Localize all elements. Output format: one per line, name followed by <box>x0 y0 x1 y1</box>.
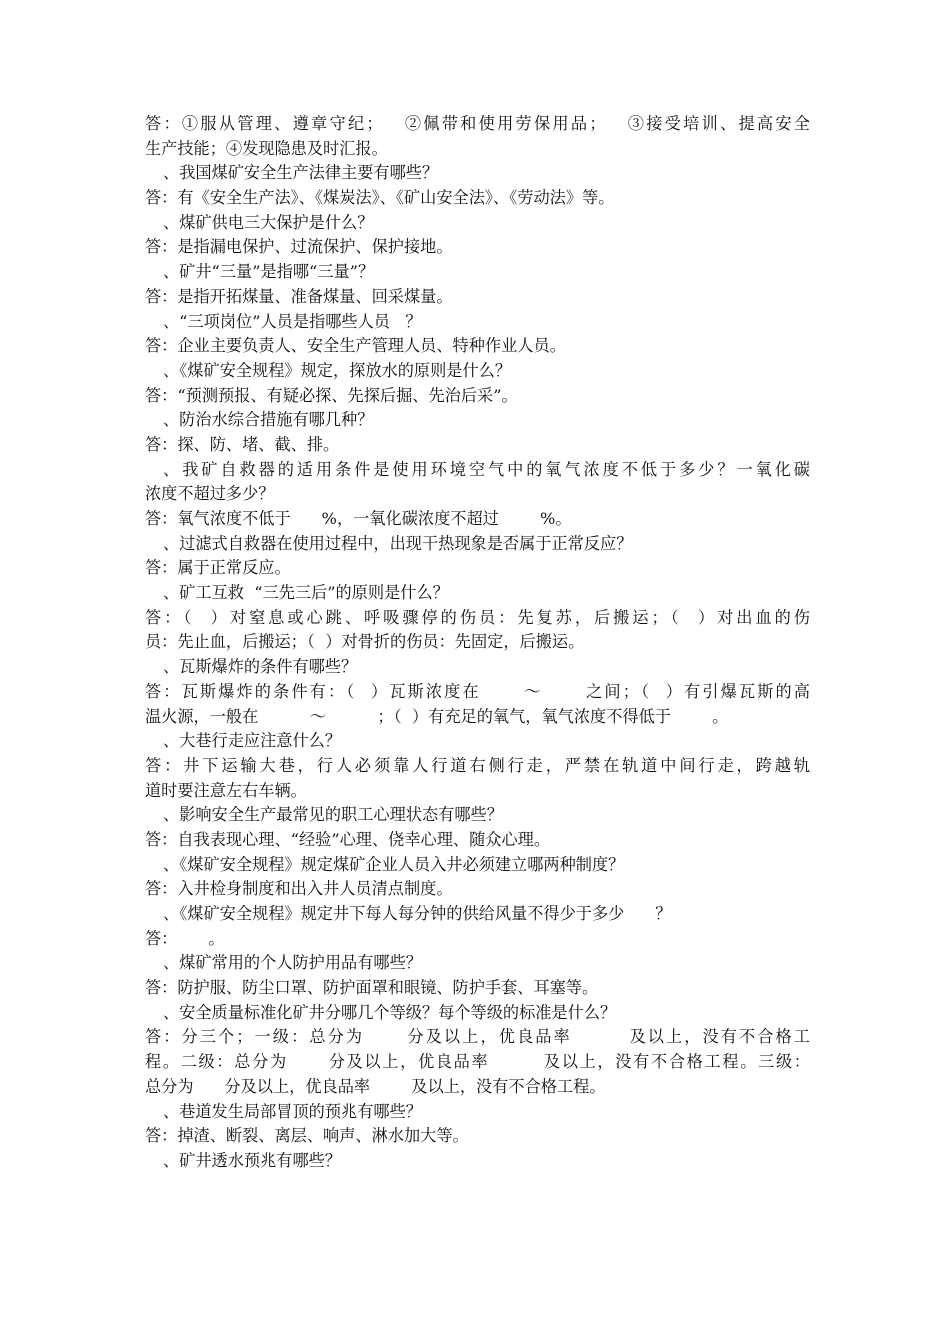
question-line: 、安全质量标准化矿井分哪几个等级？每个等级的标准是什么？ <box>163 1002 617 1022</box>
question-line: 、矿井“三量”是指哪“三量”？ <box>163 262 375 282</box>
question-line: 、《煤矿安全规程》规定煤矿企业人员入井必须建立哪两种制度？ <box>163 854 625 874</box>
question-line: 、“三项岗位”人员是指哪些人员 ？ <box>163 311 422 331</box>
answer-line: 答：（ ）对窒息或心跳、呼吸骤停的伤员：先复苏，后搬运；（ ）对出血的伤 <box>145 607 810 627</box>
answer-line: 浓度不超过多少？ <box>145 484 275 504</box>
question-line: 、《煤矿安全规程》规定井下每人每分钟的供给风量不得少于多少 ？ <box>163 904 672 923</box>
question-line: 、大巷行走应注意什么？ <box>163 731 342 751</box>
question-line: 、巷道发生局部冒顶的预兆有哪些？ <box>163 1101 422 1121</box>
answer-line: 答：是指开拓煤量、准备煤量、回采煤量。 <box>145 286 453 306</box>
answer-line: 程。二级：总分为 分及以上，优良品率 及以上，没有不合格工程。三级： <box>145 1052 810 1072</box>
answer-line: 答：探、防、堵、截、排。 <box>145 434 340 454</box>
answer-line: 生产技能；④发现隐患及时汇报。 <box>145 138 388 158</box>
question-line: 、煤矿常用的个人防护用品有哪些？ <box>163 953 422 973</box>
question-line: 、《煤矿安全规程》规定，探放水的原则是什么？ <box>163 360 512 380</box>
question-line: 、影响安全生产最常见的职工心理状态有哪些？ <box>163 805 503 825</box>
question-line: 、我国煤矿安全生产法律主要有哪些？ <box>163 163 439 183</box>
answer-line: 答：入井检身制度和出入井人员清点制度。 <box>145 879 453 899</box>
answer-line: 温火源，一般在 ～ ；（ ）有充足的氧气，氧气浓度不得低于 。 <box>145 706 729 726</box>
answer-line: 答：分三个；一级：总分为 分及以上，优良品率 及以上，没有不合格工 <box>145 1027 810 1047</box>
answer-line: 答：企业主要负责人、安全生产管理人员、特种作业人员。 <box>145 336 566 356</box>
answer-line: 答：井下运输大巷，行人必须靠人行道右侧行走，严禁在轨道中间行走，跨越轨 <box>145 755 810 775</box>
question-line: 、矿井透水预兆有哪些？ <box>163 1150 342 1170</box>
answer-line: 答：自我表现心理、“经验”心理、侥幸心理、随众心理。 <box>145 829 551 849</box>
answer-line: 答：“预测预报、有疑必探、先探后掘、先治后采”。 <box>145 385 518 405</box>
document-page <box>145 112 810 1174</box>
question-line: 、过滤式自救器在使用过程中，出现干热现象是否属于正常反应？ <box>163 533 633 553</box>
answer-line: 答：有《安全生产法》、《煤炭法》、《矿山安全法》、《劳动法》等。 <box>145 188 615 208</box>
question-line: 、煤矿供电三大保护是什么？ <box>163 212 374 232</box>
question-line: 、我矿自救器的适用条件是使用环境空气中的氧气浓度不低于多少？一氧化碳 <box>163 459 810 479</box>
answer-line: 答：①服从管理、遵章守纪； ②佩带和使用劳保用品； ③接受培训、提高安全 <box>145 114 810 133</box>
answer-line: 答：掉渣、断裂、离层、响声、淋水加大等。 <box>145 1126 469 1146</box>
answer-line: 答：防护服、防尘口罩、防护面罩和眼镜、防护手套、耳塞等。 <box>145 978 599 998</box>
answer-line: 员：先止血，后搬运；（ ）对骨折的伤员：先固定，后搬运。 <box>145 632 585 652</box>
answer-line: 答：氧气浓度不低于 %，一氧化碳浓度不超过 %。 <box>145 509 572 528</box>
question-line: 、矿工互救 “三先三后”的原则是什么？ <box>163 583 449 603</box>
question-line: 、瓦斯爆炸的条件有哪些？ <box>163 657 358 677</box>
answer-line: 答：是指漏电保护、过流保护、保护接地。 <box>145 237 453 257</box>
answer-line: 答：瓦斯爆炸的条件有：（ ）瓦斯浓度在 ～ 之间；（ ）有引爆瓦斯的高 <box>145 681 810 701</box>
answer-line: 总分为 分及以上，优良品率 及以上，没有不合格工程。 <box>145 1076 606 1096</box>
question-line: 、防治水综合措施有哪几种？ <box>163 410 374 430</box>
answer-line: 答： 。 <box>145 928 225 948</box>
answer-line: 道时要注意左右车辆。 <box>145 780 307 800</box>
answer-line: 答：属于正常反应。 <box>145 558 291 578</box>
